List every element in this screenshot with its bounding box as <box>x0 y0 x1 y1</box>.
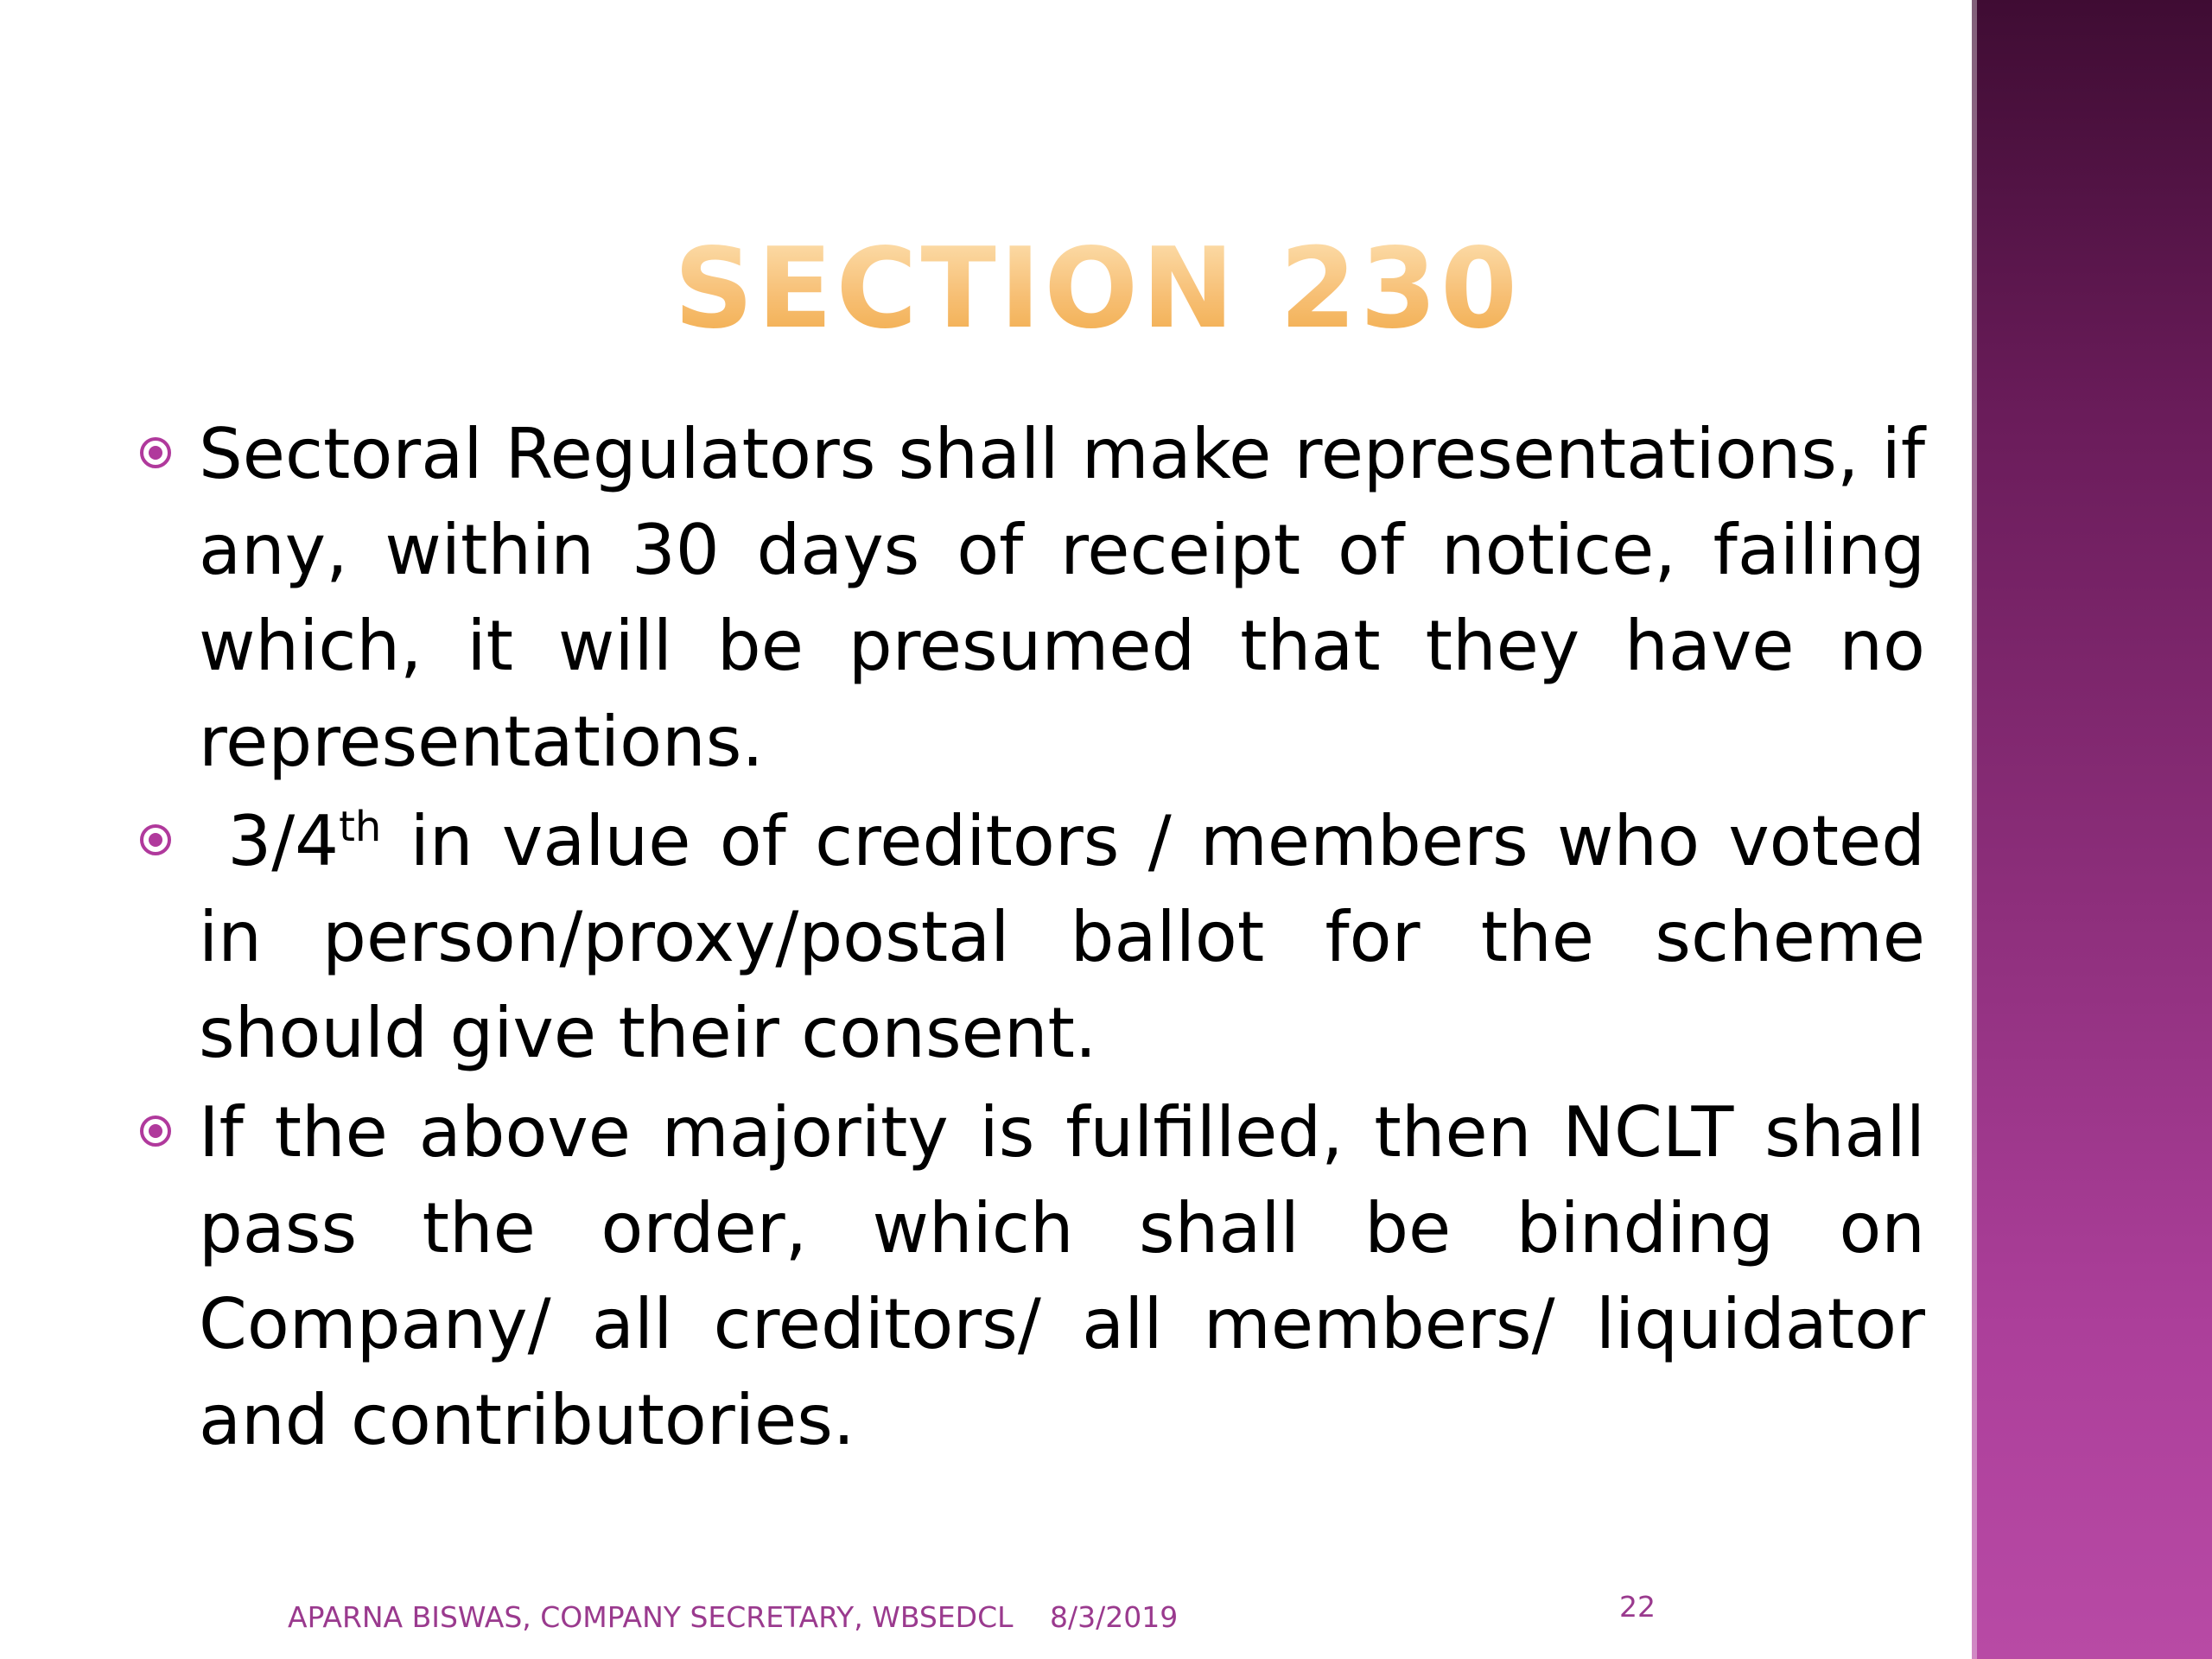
bullet-lead: 3/4 <box>227 801 340 881</box>
circled-dot-icon <box>138 435 173 470</box>
circled-dot-icon <box>138 823 173 857</box>
slide-number: 22 <box>1619 1590 1656 1624</box>
bullet-text: If the above majority is fulfilled, then NCLT shall pass the order, which shall be binding on Company/ all creditors/ all members/ liquidator and contributories. <box>199 1092 1925 1460</box>
bullet-item <box>138 1084 1925 1468</box>
footer-date: 8/3/2019 <box>1050 1600 1179 1634</box>
slide-title: SECTION 230 <box>0 225 2195 354</box>
bullet-list <box>138 406 1925 1471</box>
bullet-item <box>138 406 1925 790</box>
bullet-text: in value of creditors / members who voted in person/proxy/postal ballot for the scheme should give their consent. <box>199 801 1925 1073</box>
bullet-superscript: th <box>339 803 382 851</box>
bullet-text: Sectoral Regulators shall make representations, if any, within 30 days of receipt of notice, failing which, it will be presumed that they have no representations. <box>199 414 1925 782</box>
footer-author: APARNA BISWAS, COMPANY SECRETARY, WBSEDCL <box>288 1600 1014 1634</box>
bullet-item <box>138 793 1925 1081</box>
circled-dot-icon <box>138 1114 173 1148</box>
